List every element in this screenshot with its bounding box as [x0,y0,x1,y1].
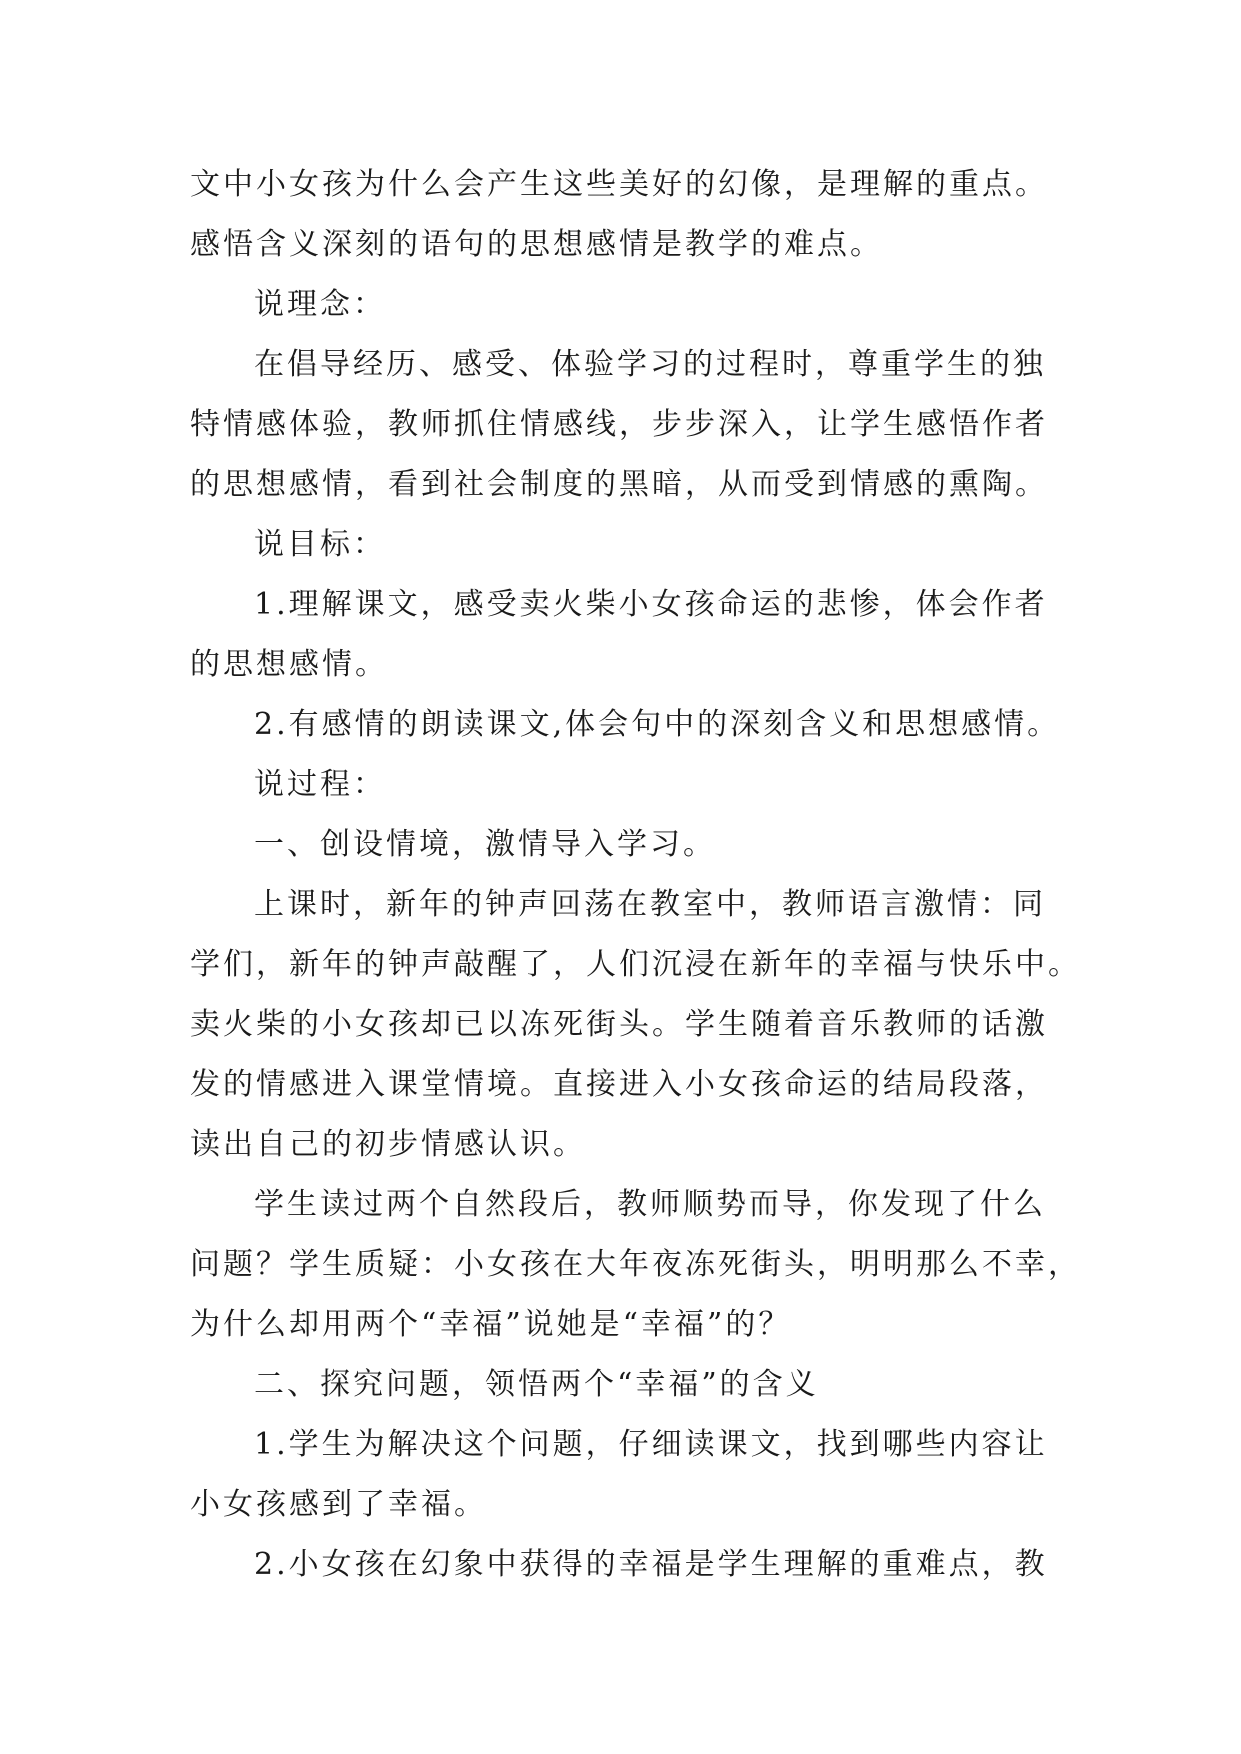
text-line: 的思想感情，看到社会制度的黑暗，从而受到情感的熏陶。 [190,467,1048,502]
text-line: 上课时，新年的钟声回荡在教室中，教师语言激情：同 [254,887,1046,922]
text-line: 问题？学生质疑：小女孩在大年夜冻死街头，明明那么不幸， [190,1247,1081,1282]
subsection-heading: 二、探究问题，领悟两个“幸福”的含义 [254,1367,819,1402]
section-heading: 说过程： [254,767,386,802]
section-heading: 说理念： [254,287,386,322]
text-line: 特情感体验，教师抓住情感线，步步深入，让学生感悟作者 [190,407,1048,442]
text-line: 学生读过两个自然段后，教师顺势而导，你发现了什么 [254,1187,1046,1222]
text-line: 1.理解课文，感受卖火柴小女孩命运的悲惨，体会作者 [254,587,1048,622]
text-line: 发的情感进入课堂情境。直接进入小女孩命运的结局段落， [190,1067,1048,1102]
text-line: 小女孩感到了幸福。 [190,1487,487,1522]
subsection-heading: 一、创设情境，激情导入学习。 [254,827,716,862]
text-line: 学们，新年的钟声敲醒了，人们沉浸在新年的幸福与快乐中。 [190,947,1081,982]
text-line: 2.小女孩在幻象中获得的幸福是学生理解的重难点，教 [254,1547,1048,1582]
text-line: 1.学生为解决这个问题，仔细读课文，找到哪些内容让 [254,1427,1048,1462]
section-heading: 说目标： [254,527,386,562]
text-line: 读出自己的初步情感认识。 [190,1127,586,1162]
text-line: 文中小女孩为什么会产生这些美好的幻像，是理解的重点。 [190,167,1048,202]
text-line: 为什么却用两个“幸福”说她是“幸福”的？ [190,1307,792,1342]
text-line: 卖火柴的小女孩却已以冻死街头。学生随着音乐教师的话激 [190,1007,1048,1042]
text-line: 感悟含义深刻的语句的思想感情是教学的难点。 [190,227,883,262]
text-line: 在倡导经历、感受、体验学习的过程时，尊重学生的独 [254,347,1046,382]
text-line: 2.有感情的朗读课文,体会句中的深刻含义和思想感情。 [254,707,1061,742]
text-line: 的思想感情。 [190,647,388,682]
